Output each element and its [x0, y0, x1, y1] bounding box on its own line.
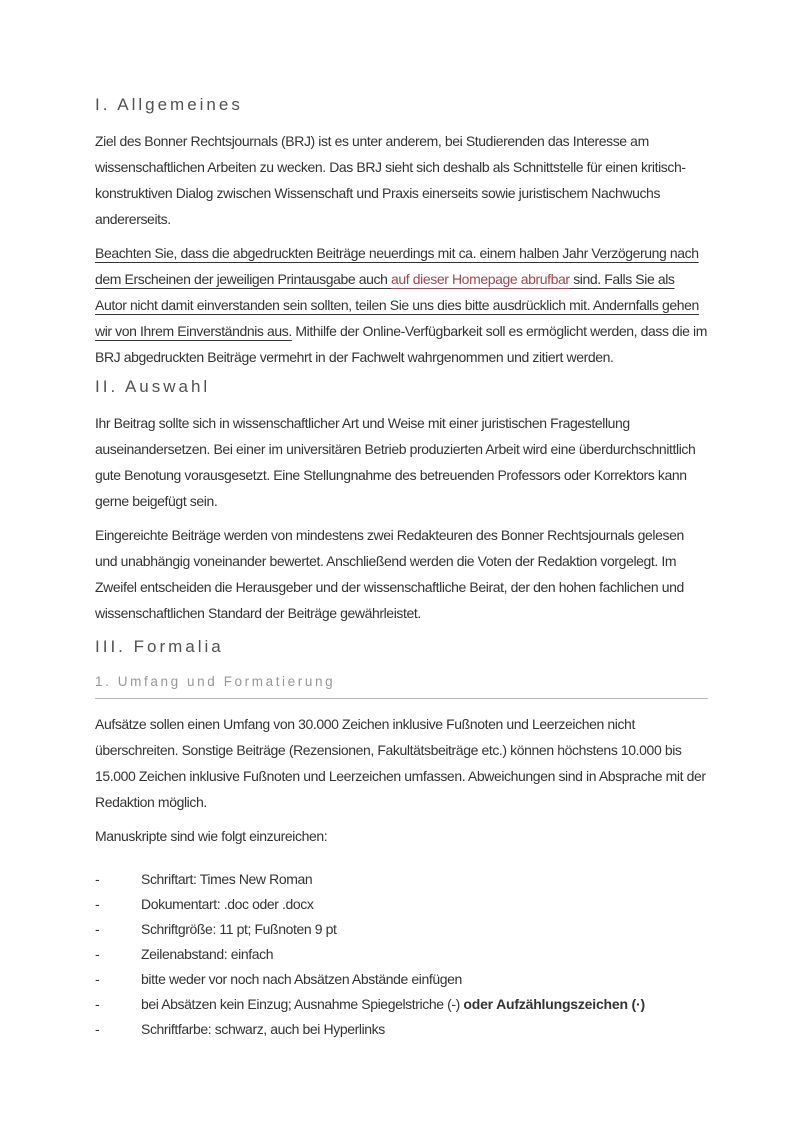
dash-marker: -: [95, 996, 100, 1012]
heading-allgemeines: I. Allgemeines: [95, 95, 243, 114]
subheading-umfang-formatierung: 1. Umfang und Formatierung: [95, 674, 708, 699]
list-item-text: bitte weder vor noch nach Absätzen Abstände einfügen: [141, 971, 462, 987]
dash-marker: -: [95, 946, 100, 962]
list-item-schriftart: [95, 867, 708, 892]
notice-underlined-pre: Beachten Sie, dass die abgedruckten Beiträge neuerdings mit ca. einem halben Jahr Verzögerung nach dem Erscheinen der jeweiligen Printausgabe auch: [95, 245, 699, 287]
paragraph-online-notice: [95, 240, 708, 370]
heading-formalia: III. Formalia: [95, 637, 224, 656]
paragraph-auswahl-review: Eingereichte Beiträge werden von mindestens zwei Redakteuren des Bonner Rechtsjournals gelesen und unabhängig voneinander bewertet. Anschließend werden die Voten der Redaktion vorgelegt. Im Zweifel entscheiden die Herausgeber und der wissenschaftliche Beirat, der den hohen fachlichen und wissenschaftlichen Standard der Beiträge gewährleistet.: [95, 527, 684, 621]
list-item-einzug: [95, 992, 708, 1017]
homepage-link[interactable]: auf dieser Homepage abrufbar: [391, 271, 570, 287]
paragraph-manuskripte-lead: Manuskripte sind wie folgt einzureichen:: [95, 828, 328, 844]
list-item-text: Dokumentart: .doc oder .docx: [141, 896, 314, 912]
notice-underlined-post: sind. Falls Sie als Autor nicht damit einverstanden sein sollten, teilen Sie uns dies bitte ausdrücklich mit. Andernfalls gehen wir von Ihrem Einverständnis aus.: [95, 271, 699, 339]
paragraph-umfang: Aufsätze sollen einen Umfang von 30.000 Zeichen inklusive Fußnoten und Leerzeichen nicht überschreiten. Sonstige Beiträge (Rezensionen, Fakultätsbeiträge etc.) können höchstens 10.000 bis 15.000 Zeichen inklusive Fußnoten und Leerzeichen umfassen. Abweichungen sind in Absprache mit der Redaktion möglich.: [95, 716, 706, 810]
list-item-zeilenabstand: [95, 942, 708, 967]
list-item-text: Schriftfarbe: schwarz, auch bei Hyperlinks: [141, 1021, 385, 1037]
heading-auswahl: II. Auswahl: [95, 377, 211, 396]
list-item-schriftgroesse: [95, 917, 708, 942]
paragraph-intro: Ziel des Bonner Rechtsjournals (BRJ) ist es unter anderem, bei Studierenden das Interesse am wissenschaftlichen Arbeiten zu wecken. Das BRJ sieht sich deshalb als Schnittstelle für einen kritisch-konstruktiven Dialog zwischen Wissenschaft und Praxis einerseits sowie juristischem Nachwuchs andererseits.: [95, 133, 686, 227]
dash-marker: -: [95, 1021, 100, 1037]
manuscript-requirements-list: [95, 867, 708, 1042]
dash-marker: -: [95, 871, 100, 887]
list-item-text-normal: bei Absätzen kein Einzug; Ausnahme Spiegelstriche (-): [141, 996, 464, 1012]
dash-marker: -: [95, 896, 100, 912]
list-item-schriftfarbe: [95, 1017, 708, 1042]
list-item-text-bold: oder Aufzählungszeichen (·): [463, 996, 645, 1012]
dash-marker: -: [95, 971, 100, 987]
list-item-text: Schriftart: Times New Roman: [141, 871, 313, 887]
list-item-abstaende: [95, 967, 708, 992]
paragraph-auswahl-criteria: Ihr Beitrag sollte sich in wissenschaftlicher Art und Weise mit einer juristischen Fragestellung auseinandersetzen. Bei einer im universitären Betrieb produzierten Arbeit wird eine überdurchschnittlich gute Benotung vorausgesetzt. Eine Stellungnahme des betreuenden Professors oder Korrektors kann gerne beigefügt sein.: [95, 415, 696, 509]
list-item-text: Schriftgröße: 11 pt; Fußnoten 9 pt: [141, 921, 337, 937]
dash-marker: -: [95, 921, 100, 937]
notice-plain-text: Mithilfe der Online-Verfügbarkeit soll es ermöglicht werden, dass die im BRJ abgedruckten Beiträge vermehrt in der Fachwelt wahrgenommen und zitiert werden.: [95, 323, 707, 365]
list-item-text: Zeilenabstand: einfach: [141, 946, 274, 962]
list-item-dokumentart: [95, 892, 708, 917]
